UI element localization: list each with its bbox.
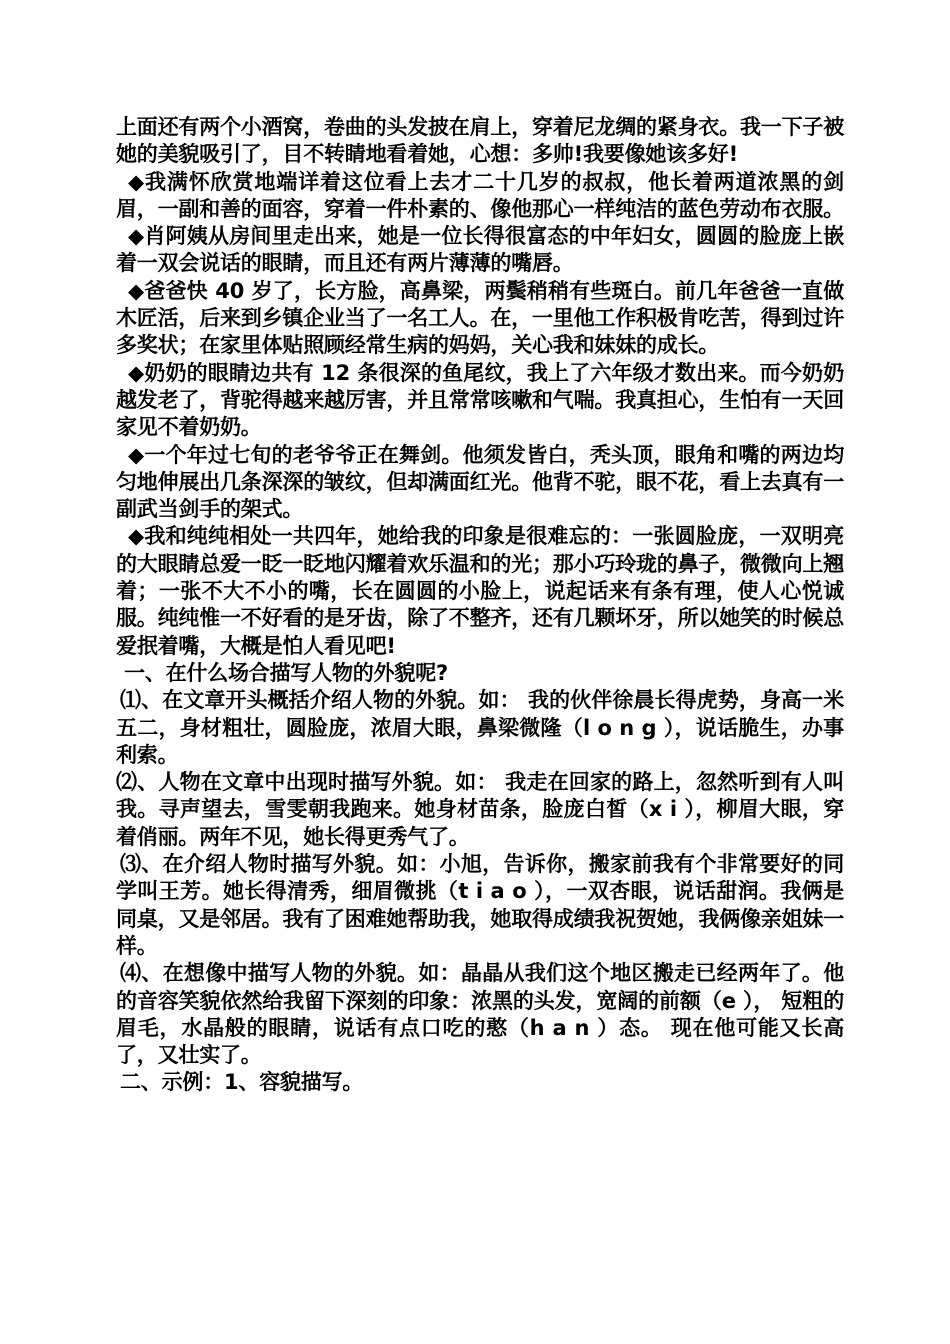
paragraph-father: ◆爸爸快 40 岁了，长方脸，高鼻梁，两鬓稍稍有些斑白。前几年爸爸一直做木匠活，后来到乡镇企业当了一名工人。在，一里他工作积极肯吃苦，得到过许多奖状；在家里体贴照顾经常生病的妈妈，关心我和妹妹的成长。 <box>116 278 844 358</box>
paragraph-uncle: ◆我满怀欣赏地端详着这位看上去才二十几岁的叔叔，他长着两道浓黑的剑眉，一副和善的面容，穿着一件朴素的、像他那心一样纯洁的蓝色劳动布衣服。 <box>116 169 844 221</box>
paragraph-chunchun: ◆我和纯纯相处一共四年，她给我的印象是很难忘的：一张圆脸庞，一双明亮的大眼睛总爱一眨一眨地闪耀着欢乐温和的光；那小巧玲珑的鼻子，微微向上翘着；一张不大不小的嘴，长在圆圆的小脸上，说起话来有条有理，使人心悦诚服。纯纯惟一不好看的是牙齿，除了不整齐，还有几颗坏牙，所以她笑的时候总爱抿着嘴，大概是怕人看见吧! <box>116 524 844 658</box>
section-heading-2: 二、示例：1、容貌描写。 <box>120 1070 364 1095</box>
section-heading-1: 一、在什么场合描写人物的外貌呢? <box>124 660 448 685</box>
paragraph-aunt-xiao: ◆肖阿姨从房间里走出来，她是一位长得很富态的中年妇女，圆圆的脸庞上嵌着一双会说话的眼睛，而且还有两片薄薄的嘴唇。 <box>116 224 844 276</box>
section-item-2: ⑵、人物在文章中出现时描写外貌。如： 我走在回家的路上，忽然听到有人叫我。寻声望去，雪雯朝我跑来。她身材苗条，脸庞白皙（x i ），柳眉大眼，穿着俏丽。两年不见，她长得更秀气了。 <box>116 770 844 849</box>
section-item-3: ⑶、在介绍人物时描写外貌。如：小旭，告诉你，搬家前我有个非常要好的同学叫王芳。她长得清秀，细眉微挑（t i a o ），一双杏眼，说话甜润。我俩是同桌，又是邻居。我有了困难她帮助我，她取得成绩我祝贺她，我俩像亲姐妹一样。 <box>116 852 844 958</box>
document-page <box>116 114 844 1097</box>
paragraph-old-man: ◆一个年过七旬的老爷爷正在舞剑。他须发皆白，秃头顶，眼角和嘴的两边均匀地伸展出几条深深的皱纹，但却满面红光。他背不驼，眼不花，看上去真有一副武当剑手的架式。 <box>116 442 844 522</box>
paragraph-intro: 上面还有两个小酒窝，卷曲的头发披在肩上，穿着尼龙绸的紧身衣。我一下子被她的美貌吸引了，目不转睛地看着她，心想：多帅!我要像她该多好! <box>116 115 844 167</box>
section-item-4: ⑷、在想像中描写人物的外貌。如：晶晶从我们这个地区搬走已经两年了。他的音容笑貌依然给我留下深刻的印象：浓黑的头发，宽阔的前额（e ）， 短粗的眉毛，水晶般的眼睛，说话有点口吃的憨（h a n ）态。 现在他可能又长高了，又壮实了。 <box>116 961 844 1068</box>
section-item-1: ⑴、在文章开头概括介绍人物的外貌。如： 我的伙伴徐晨长得虎势，身高一米五二，身材粗壮，圆脸庞，浓眉大眼，鼻梁微隆（l o n g ），说话脆生，办事利索。 <box>116 688 844 767</box>
paragraph-grandma: ◆奶奶的眼睛边共有 12 条很深的鱼尾纹，我上了六年级才数出来。而今奶奶越发老了，背驼得越来越厉害，并且常常咳嗽和气喘。我真担心，生怕有一天回家见不着奶奶。 <box>116 360 844 440</box>
